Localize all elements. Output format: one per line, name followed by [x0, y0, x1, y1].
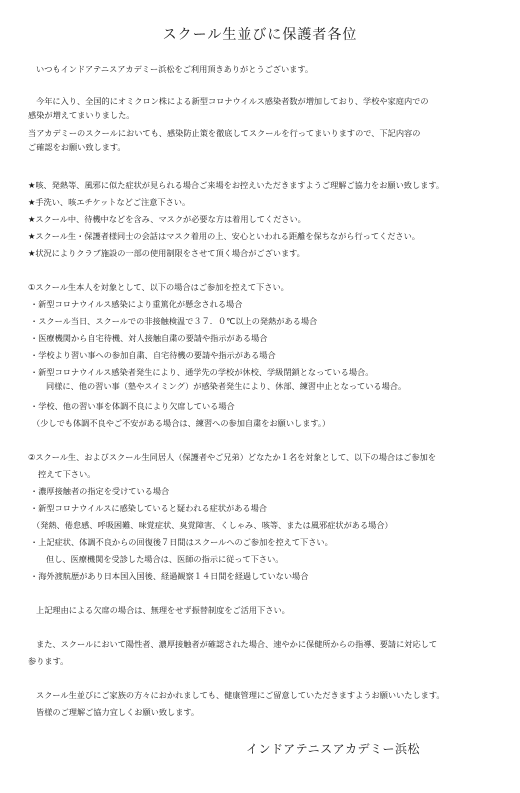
closing-line: 皆様のご理解ご協力宜しくお願い致します。 — [36, 707, 200, 717]
notice-item: ★状況によりクラブ施設の一部の使用制限をさせて頂く場合がございます。 — [28, 248, 305, 258]
list-item: ・医療機関から自宅待機、対人接触自粛の要請や指示がある場合 — [30, 333, 268, 343]
list-item: ・学校より習い事への参加自粛、自宅待機の要請や指示がある場合 — [30, 350, 276, 360]
list-item: ・上記症状、体調不良からの回復後７日間はスクールへのご参加を控えて下さい。 — [30, 537, 333, 547]
notice-item: ★咳、発熱等、風邪に似た症状が見られる場合ご来場をお控えいただきますようご理解ご協力をお願い致します。 — [28, 180, 445, 190]
paragraph-line: 感染が増えてまいりました。 — [28, 110, 135, 120]
section-heading: 控えて下さい。 — [38, 469, 96, 479]
paragraph-line: 当アカデミーのスクールにおいても、感染防止策を徹底してスクールを行ってまいりますので、下記内容の — [28, 128, 421, 138]
paragraph-line: ご確認をお願い致します。 — [28, 142, 126, 152]
notice-item: ★手洗い、咳エチケットなどご注意下さい。 — [28, 197, 191, 207]
paragraph-line: 今年に入り、全国的にオミクロン株による新型コロナウイルス感染者数が増加しており、学校や家庭内での — [36, 96, 429, 106]
list-item: 但し、医療機関を受診した場合は、医師の指示に従って下さい。 — [46, 554, 284, 564]
list-item: ・新型コロナウイルスに感染していると疑われる症状がある場合 — [30, 503, 267, 513]
list-item: 同様に、他の習い事（塾やスイミング）が感染者発生により、休部、練習中止となっている場合。 — [46, 381, 407, 391]
list-item: （発熱、倦怠感、呼吸困難、味覚症状、臭覚障害、くしゃみ、咳等、または風邪症状がある場合） — [32, 520, 393, 530]
paragraph-line: 参ります。 — [28, 656, 69, 666]
list-item: ・濃厚接触者の指定を受けている場合 — [30, 486, 170, 496]
greeting-line: いつもインドアテニスアカデミー浜松をご利用頂きありがとうございます。 — [36, 64, 314, 74]
closing-line: スクール生並びにご家族の方々におかれましても、健康管理にご留意していただきますようお願いいたします。 — [36, 690, 445, 700]
page-title: スクール生並びに保護者各位 — [162, 27, 358, 43]
notice-item: ★スクール生・保護者様同士の会話はマスク着用の上、安心といわれる距離を保ちながら行ってください。 — [28, 231, 420, 241]
list-item: （少しでも体調不良やご不安がある場合は、練習への参加自粛をお願いします。） — [32, 418, 331, 428]
list-item: ・新型コロナウイルス感染により重篤化が懸念される場合 — [30, 299, 243, 309]
paragraph-line: 上記理由による欠席の場合は、無理をせず振替制度をご活用下さい。 — [36, 605, 290, 615]
notice-item: ★スクール中、待機中などを含み、マスクが必要な方は着用してください。 — [28, 214, 306, 224]
signature: インドアテニスアカデミー浜松 — [246, 742, 421, 756]
paragraph-line: また、スクールにおいて陽性者、濃厚接触者が確認された場合、速やかに保健所からの指導、要請に対応して — [36, 639, 438, 649]
list-item: ・海外渡航歴があり日本国入国後、経過観察１４日間を経過していない場合 — [30, 571, 309, 581]
list-item: ・学校、他の習い事を体調不良により欠席している場合 — [30, 401, 235, 411]
section-heading: ①スクール生本人を対象として、以下の場合はご参加を控えて下さい。 — [28, 282, 289, 292]
section-heading: ②スクール生、およびスクール生同居人（保護者やご兄弟）どなたか１名を対象として、以下の場合はご参加を — [28, 452, 437, 462]
list-item: ・新型コロナウイルス感染者発生により、通学先の学校が休校、学級閉鎖となっている場合。 — [30, 367, 374, 377]
list-item: ・スクール当日、スクールでの非接触検温で３７．０℃以上の発熱がある場合 — [30, 316, 318, 326]
